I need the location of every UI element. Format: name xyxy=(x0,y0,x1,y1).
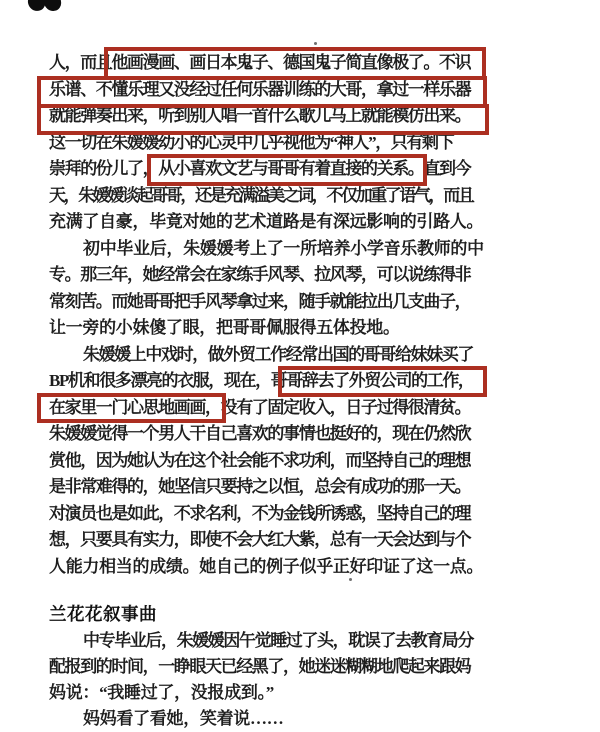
text-line: 朱媛媛觉得一个男人干自己喜欢的事情也挺好的，现在仍然欣 xyxy=(49,424,471,443)
text-line: 妈说：“我睡过了，没报成到。” xyxy=(49,683,274,702)
text-line: 乐谱、不懂乐理又没经过任何乐器训练的大哥，拿过一样乐器 xyxy=(49,79,471,99)
highlight-box-3 xyxy=(37,104,489,135)
text-line: 专。那三年，她经常会在家练手风琴、拉风琴，可以说练得非 xyxy=(49,265,471,284)
text-line: 充满了自豪，毕竟对她的艺术道路是有深远影响的引路人。 xyxy=(49,212,484,231)
section-text-block xyxy=(49,628,483,732)
text-line: 这一切在朱媛媛幼小的心灵中几乎视他为“神人”，只有剩下 xyxy=(49,132,454,152)
text-line: 天，朱媛媛谈起哥哥，还是充满溢美之词，不仅加重了语气，而且 xyxy=(49,185,473,205)
text-line: 人能力相当的成绩。她自己的例子似乎正好印证了这一点。 xyxy=(49,556,484,576)
text-line: 让一旁的小妹傻了眼，把哥哥佩服得五体投地。 xyxy=(49,318,400,337)
text-line: 想，只要具有实力，即使不会大红大紫，总有一天会达到与个 xyxy=(49,530,471,549)
highlight-box-5 xyxy=(278,366,487,397)
glyph-fragment-right xyxy=(43,0,62,12)
section-heading: 兰花花叙事曲 xyxy=(49,604,157,624)
text-line: 赏他，因为她认为在这个社会能不求功利，而坚持自己的理想 xyxy=(49,450,471,470)
text-line: 人，而且他画漫画、画日本鬼子、德国鬼子简直像极了。不识 xyxy=(49,53,471,72)
text-line: 中专毕业后，朱媛媛因午觉睡过了头，耽误了去教育局分 xyxy=(83,631,473,650)
text-line: 是非常难得的，她坚信只要持之以恒，总会有成功的那一天。 xyxy=(49,477,471,496)
text-line: 初中毕业后，朱媛媛考上了一所培养小学音乐教师的中 xyxy=(83,238,484,258)
text-line: BP机和很多漂亮的衣服，现在，哥哥辞去了外贸公司的工作， xyxy=(49,371,474,390)
text-line: 对演员也是如此，不求名利，不为金钱所诱惑，坚持自己的理 xyxy=(49,503,471,523)
text-line: 妈妈看了看她，笑着说…… xyxy=(83,709,284,728)
text-line: 朱媛媛上中戏时，做外贸工作经常出国的哥哥给妹妹买了 xyxy=(83,344,473,364)
highlight-box-4 xyxy=(147,154,427,186)
text-line: 崇拜的份儿了，从小喜欢文艺与哥哥有着直接的关系。直到今 xyxy=(49,159,471,178)
text-line: 配报到的时间，一睁眼天已经黑了，她迷迷糊糊地爬起来跟妈 xyxy=(49,657,471,676)
scan-speck xyxy=(314,42,317,45)
text-line: 在家里一门心思地画画，没有了固定收入，日子过得很清贫。 xyxy=(49,397,471,417)
highlight-box-6 xyxy=(37,393,226,423)
text-line: 常刻苦。而她哥哥把手风琴拿过来，随手就能拉出几支曲子， xyxy=(49,291,471,311)
text-line: 就能弹奏出来，听到别人唱一首什么歌儿马上就能模仿出来。 xyxy=(49,106,471,125)
page-top-glyph-fragment xyxy=(28,0,72,13)
